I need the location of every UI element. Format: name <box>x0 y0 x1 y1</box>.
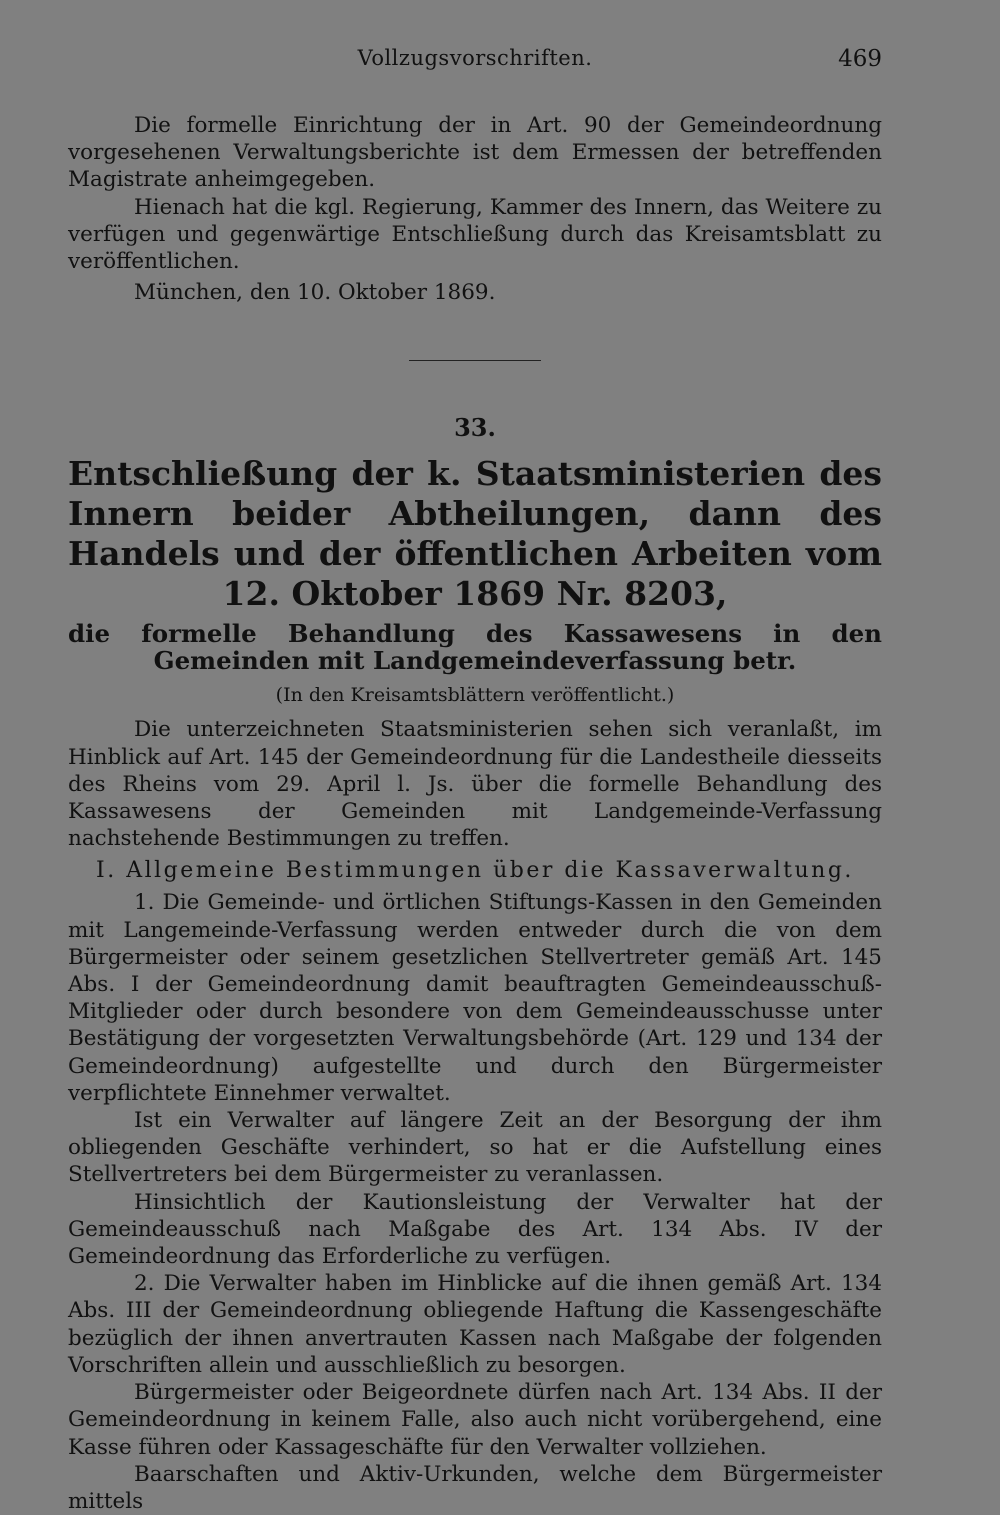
running-header <box>68 46 882 86</box>
paragraph: Bürgermeister oder Beigeordnete dürfen nach Art. 134 Abs. II der Gemeindeordnung in keinem Falle, also auch nicht vorübergehend, eine Kasse führen oder Kassageschäfte für den Verwalter vollziehen. <box>68 1380 882 1460</box>
document-title: Entschließung der k. Staatsministerien des Innern beider Abtheilungen, dann des Handels und der öffentlichen Arbeiten vom 12. Oktober 1869 Nr. 8203, <box>68 454 882 614</box>
section-body <box>68 889 882 1515</box>
paragraph: Hienach hat die kgl. Regierung, Kammer des Innern, das Weitere zu verfügen und gegenwärtige Entschließung durch das Kreisamtsblatt zu veröffentlichen. <box>68 194 882 275</box>
running-title: Vollzugsvorschriften. <box>357 46 593 70</box>
page-number: 469 <box>838 46 882 72</box>
paragraph: 2. Die Verwalter haben im Hinblicke auf die ihnen gemäß Art. 134 Abs. III der Gemeindeordnung obliegende Haftung die Kassengeschäfte bezüglich der ihnen anvertrauten Kassen nach Maßgabe der folgenden Vorschriften allein und ausschließlich zu besorgen. <box>68 1271 882 1378</box>
paragraph: Ist ein Verwalter auf längere Zeit an der Besorgung der ihm obliegenden Geschäfte verhindert, so hat er die Aufstellung eines Stellvertreters bei dem Bürgermeister zu veranlassen. <box>68 1108 882 1188</box>
paragraph: Baarschaften und Aktiv-Urkunden, welche dem Bürgermeister mittels <box>68 1461 882 1514</box>
intro-paragraph: Die unterzeichneten Staatsministerien sehen sich veranlaßt, im Hinblick auf Art. 145 der Gemeindeordnung für die Landestheile diesseits des Rheins vom 29. April l. Js. über die formelle Behandlung des Kassawesens der Gemeinden mit Landgemeinde-Verfassung nachstehende Bestimmungen zu treffen. <box>68 717 882 852</box>
separator-rule <box>409 360 541 361</box>
publication-note: (In den Kreisamtsblättern veröffentlicht.) <box>275 684 675 707</box>
paragraph: Hinsichtlich der Kautionsleistung der Verwalter hat der Gemeindeausschuß nach Maßgabe des Art. 134 Abs. IV der Gemeindeordnung das Erforderliche zu verfügen. <box>68 1189 882 1270</box>
section-heading: I. Allgemeine Bestimmungen über die Kassaverwaltung. <box>96 858 854 884</box>
page <box>68 46 882 1515</box>
date-line: München, den 10. Oktober 1869. <box>134 280 496 306</box>
previous-document-ending <box>68 112 882 306</box>
document-subtitle: die formelle Behandlung des Kassawesens in den Gemeinden mit Landgemeindeverfassung betr. <box>68 619 882 676</box>
paragraph: Die formelle Einrichtung der in Art. 90 der Gemeindeordnung vorgesehenen Verwaltungsberichte ist dem Ermessen der betreffenden Magistrate anheimgegeben. <box>68 113 882 193</box>
document-number: 33. <box>454 413 496 443</box>
paragraph: 1. Die Gemeinde- und örtlichen Stiftungs-Kassen in den Gemeinden mit Langemeinde-Verfassung werden entweder durch die von dem Bürgermeister oder seinem gesetzlichen Stellvertreter gemäß Art. 145 Abs. I der Gemeindeordnung damit beauftragten Gemeindeausschuß-Mitglieder oder durch besondere von dem Gemeindeausschusse unter Bestätigung der vorgesetzten Verwaltungsbehörde (Art. 129 und 134 der Gemeindeordnung) aufgestellte und durch den Bürgermeister verpflichtete Einnehmer verwaltet. <box>68 890 882 1106</box>
